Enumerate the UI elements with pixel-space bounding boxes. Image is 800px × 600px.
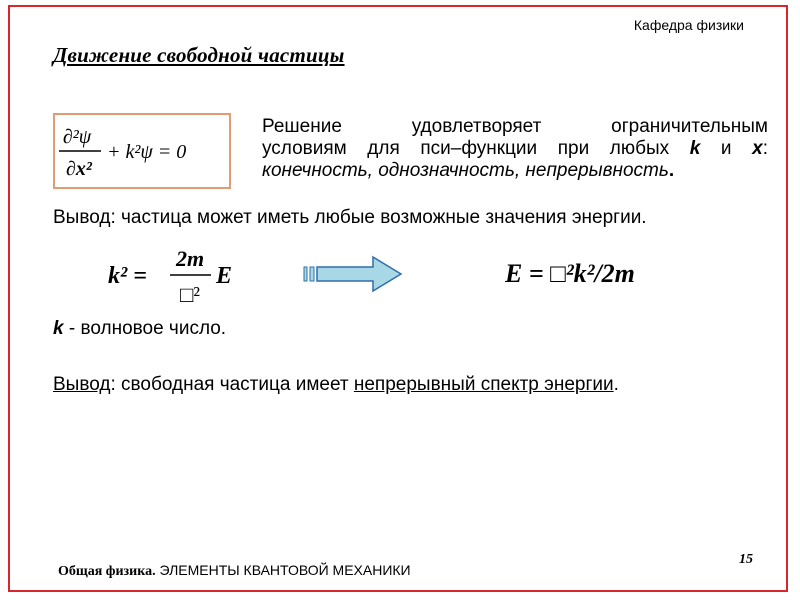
- solution-paragraph: [262, 116, 768, 182]
- page-number: 15: [739, 552, 753, 567]
- conditions-list: конечность, однозначность, непрерывность: [262, 160, 669, 181]
- wave-number-text: - волновое число.: [63, 318, 227, 339]
- paragraph-line-3: [262, 160, 768, 182]
- formula-rhs: E: [216, 263, 233, 289]
- conclusion-2-end: .: [613, 374, 619, 395]
- equation-denominator: ∂x²: [66, 158, 92, 180]
- paragraph-line-2: [262, 138, 768, 160]
- slide-title: Движение свободной частицы: [53, 43, 345, 67]
- equation-box: [53, 113, 231, 189]
- right-arrow-icon: [303, 255, 405, 295]
- footer-course: Общая физика.: [58, 564, 156, 579]
- continuous-spectrum-text: непрерывный спектр энергии: [353, 374, 614, 395]
- symbol-k: k: [689, 138, 701, 159]
- conclusion-2-lead: Вывод: [53, 374, 111, 395]
- department-label: Кафедра физики: [633, 17, 744, 33]
- schrodinger-equation: [55, 115, 229, 187]
- equation-numerator: ∂²ψ: [62, 126, 92, 148]
- conclusion-1: Вывод: частица может иметь любые возможные значения энергии.: [53, 207, 647, 228]
- energy-formula-text: E = □²k²/2m: [505, 259, 635, 288]
- footer-topic: ЭЛЕМЕНТЫ КВАНТОВОЙ МЕХАНИКИ: [155, 562, 411, 578]
- symbol-x: x: [752, 138, 763, 159]
- paragraph-colon: :: [762, 138, 768, 159]
- formula-denominator: □²: [180, 282, 200, 307]
- formula-numerator: 2m: [175, 246, 205, 271]
- conclusion-2-middle: : свободная частица имеет: [110, 374, 354, 395]
- symbol-k-bold: k: [53, 318, 64, 339]
- paragraph-line-2-text: условиям для пси–функции при любых: [262, 138, 690, 159]
- wave-number-formula: [108, 244, 248, 308]
- formula-lhs: k² =: [108, 263, 147, 289]
- conclusion-2: [53, 374, 619, 396]
- paragraph-period: .: [668, 160, 675, 181]
- paragraph-and: и: [700, 138, 753, 159]
- footer: [58, 562, 411, 580]
- equation-rest: + k²ψ = 0: [107, 141, 187, 163]
- wave-number-definition: [53, 318, 226, 340]
- paragraph-line-1: Решение удовлетворяет ограничительным: [262, 116, 768, 137]
- energy-formula: [505, 248, 695, 294]
